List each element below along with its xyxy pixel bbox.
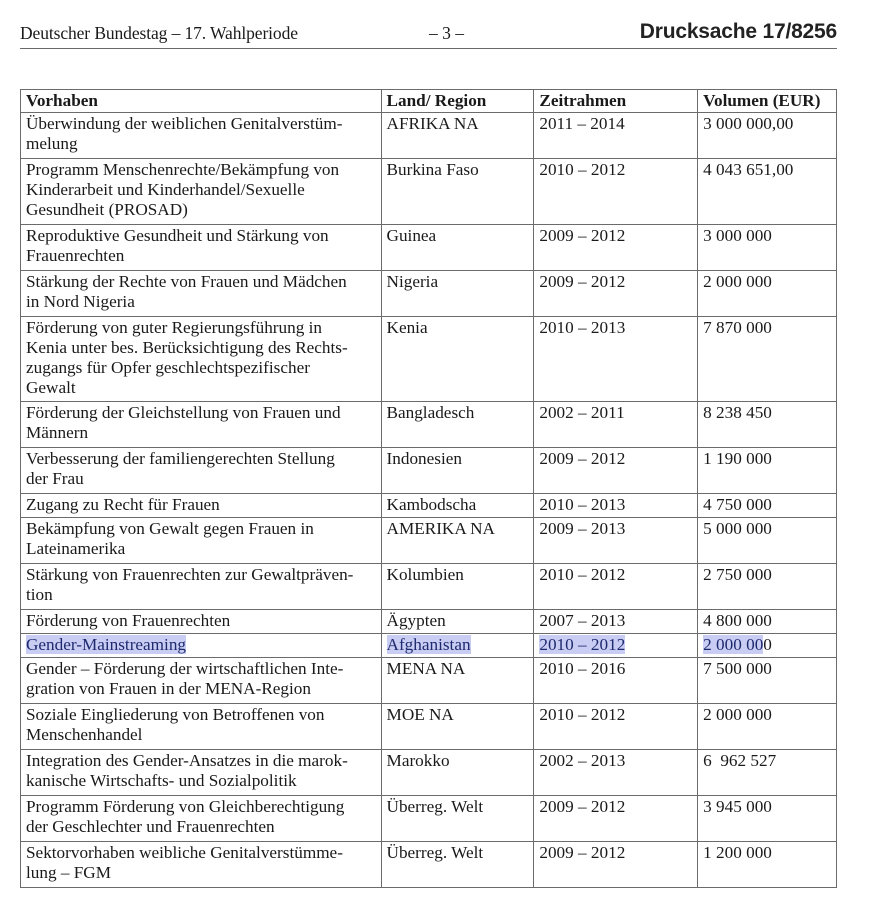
table-row [21, 564, 837, 610]
cell-volumen[interactable]: 4 043 651,00 [698, 159, 837, 225]
cell-volumen[interactable]: 5 000 000 [698, 518, 837, 564]
document-number [640, 20, 837, 44]
cell-vorhaben[interactable]: Zugang zu Recht für Frauen [21, 494, 382, 518]
cell-region[interactable]: Nigeria [381, 271, 534, 317]
selected-text: Gender-Mainstreaming [26, 635, 187, 654]
cell-vorhaben[interactable]: Überwindung der weiblichen Genitalverstüm- melung [21, 113, 382, 159]
cell-volumen[interactable]: 2 750 000 [698, 564, 837, 610]
table-row [21, 448, 837, 494]
cell-zeitrahmen[interactable]: 2009 – 2012 [534, 842, 698, 888]
cell-volumen[interactable]: 7 500 000 [698, 658, 837, 704]
cell-region[interactable]: Marokko [381, 750, 534, 796]
cell-zeitrahmen[interactable]: 2002 – 2011 [534, 402, 698, 448]
cell-vorhaben[interactable]: Sektorvorhaben weibliche Genitalverstümme- lung – FGM [21, 842, 382, 888]
cell-region[interactable]: Guinea [381, 225, 534, 271]
cell-zeitrahmen[interactable]: 2007 – 2013 [534, 610, 698, 634]
cell-zeitrahmen[interactable]: 2009 – 2013 [534, 518, 698, 564]
cell-zeitrahmen[interactable]: 2010 – 2012 [534, 704, 698, 750]
cell-vorhaben[interactable]: Soziale Eingliederung von Betroffenen von Menschenhandel [21, 704, 382, 750]
column-header-zeitrahmen: Zeitrahmen [534, 90, 698, 113]
cell-zeitrahmen[interactable]: 2009 – 2012 [534, 448, 698, 494]
cell-vorhaben[interactable] [21, 634, 382, 658]
page-header [20, 22, 837, 49]
cell-vorhaben[interactable]: Integration des Gender-Ansatzes in die marok- kanische Wirtschafts- und Sozialpolitik [21, 750, 382, 796]
table-row [21, 750, 837, 796]
cell-region[interactable]: Bangladesch [381, 402, 534, 448]
cell-volumen[interactable]: 3 000 000,00 [698, 113, 837, 159]
cell-zeitrahmen[interactable]: 2010 – 2013 [534, 494, 698, 518]
cell-zeitrahmen[interactable]: 2010 – 2016 [534, 658, 698, 704]
table-row [21, 494, 837, 518]
table-row [21, 704, 837, 750]
cell-volumen[interactable]: 8 238 450 [698, 402, 837, 448]
page-number: – 3 – [429, 23, 464, 43]
cell-volumen[interactable]: 4 750 000 [698, 494, 837, 518]
cell-region[interactable]: Kolumbien [381, 564, 534, 610]
cell-vorhaben[interactable]: Stärkung der Rechte von Frauen und Mädchen in Nord Nigeria [21, 271, 382, 317]
cell-vorhaben[interactable]: Förderung von Frauenrechten [21, 610, 382, 634]
cell-volumen[interactable]: 4 800 000 [698, 610, 837, 634]
column-header-vorhaben: Vorhaben [21, 90, 382, 113]
table-row [21, 225, 837, 271]
table-row [21, 518, 837, 564]
cell-zeitrahmen[interactable]: 2010 – 2012 [534, 564, 698, 610]
parliament-period-label: Deutscher Bundestag – 17. Wahlperiode [20, 23, 298, 43]
cell-zeitrahmen[interactable]: 2009 – 2012 [534, 271, 698, 317]
table-row [21, 271, 837, 317]
cell-vorhaben[interactable]: Reproduktive Gesundheit und Stärkung von Frauenrechten [21, 225, 382, 271]
cell-region[interactable] [381, 634, 534, 658]
cell-volumen[interactable]: 7 870 000 [698, 317, 837, 402]
table-row [21, 317, 837, 402]
cell-volumen[interactable] [698, 634, 837, 658]
table-row [21, 402, 837, 448]
cell-region[interactable]: AMERIKA NA [381, 518, 534, 564]
cell-vorhaben[interactable]: Gender – Förderung der wirtschaftlichen Inte- gration von Frauen in der MENA-Region [21, 658, 382, 704]
cell-vorhaben[interactable]: Stärkung von Frauenrechten zur Gewaltpräven- tion [21, 564, 382, 610]
selected-text: 2010 – 2012 [539, 635, 626, 654]
cell-vorhaben[interactable]: Verbesserung der familiengerechten Stellung der Frau [21, 448, 382, 494]
cell-volumen[interactable]: 6 962 527 [698, 750, 837, 796]
document-number-value: 8256 [791, 20, 837, 43]
cell-zeitrahmen[interactable]: 2009 – 2012 [534, 796, 698, 842]
cell-zeitrahmen[interactable]: 2009 – 2012 [534, 225, 698, 271]
table-row [21, 658, 837, 704]
cell-volumen[interactable]: 1 190 000 [698, 448, 837, 494]
cell-region[interactable]: Kenia [381, 317, 534, 402]
cell-vorhaben[interactable]: Förderung der Gleichstellung von Frauen und Männern [21, 402, 382, 448]
cell-zeitrahmen[interactable]: 2010 – 2012 [534, 159, 698, 225]
cell-zeitrahmen[interactable]: 2011 – 2014 [534, 113, 698, 159]
cell-volumen[interactable]: 3 000 000 [698, 225, 837, 271]
cell-volumen[interactable]: 3 945 000 [698, 796, 837, 842]
cell-vorhaben[interactable]: Programm Menschenrechte/Bekämpfung von Kinderarbeit und Kinderhandel/Sexuelle Gesundheit (PROSAD) [21, 159, 382, 225]
cell-region[interactable]: Kambodscha [381, 494, 534, 518]
cell-zeitrahmen[interactable]: 2010 – 2013 [534, 317, 698, 402]
cell-zeitrahmen[interactable]: 2002 – 2013 [534, 750, 698, 796]
unselected-text: 0 [763, 635, 772, 654]
cell-region[interactable]: AFRIKA NA [381, 113, 534, 159]
column-header-volumen: Volumen (EUR) [698, 90, 837, 113]
cell-region[interactable]: Überreg. Welt [381, 842, 534, 888]
table-row-selected [21, 634, 837, 658]
table-row [21, 796, 837, 842]
cell-region[interactable]: Indonesien [381, 448, 534, 494]
cell-region[interactable]: MOE NA [381, 704, 534, 750]
table-row [21, 159, 837, 225]
selected-text: 2 000 00 [703, 635, 764, 654]
column-header-region: Land/ Region [381, 90, 534, 113]
cell-vorhaben[interactable]: Programm Förderung von Gleichberechtigung der Geschlechter und Frauenrechten [21, 796, 382, 842]
cell-region[interactable]: Überreg. Welt [381, 796, 534, 842]
cell-region[interactable]: MENA NA [381, 658, 534, 704]
table-row [21, 842, 837, 888]
selected-text: Afghanistan [386, 635, 471, 654]
cell-region[interactable]: Burkina Faso [381, 159, 534, 225]
cell-volumen[interactable]: 1 200 000 [698, 842, 837, 888]
table-row [21, 113, 837, 159]
cell-volumen[interactable]: 2 000 000 [698, 271, 837, 317]
cell-region[interactable]: Ägypten [381, 610, 534, 634]
table-row [21, 610, 837, 634]
cell-vorhaben[interactable]: Bekämpfung von Gewalt gegen Frauen in Lateinamerika [21, 518, 382, 564]
table-header-row [21, 90, 837, 113]
cell-zeitrahmen[interactable] [534, 634, 698, 658]
projects-table [20, 89, 837, 888]
document-number-prefix: Drucksache 17/ [639, 20, 792, 43]
cell-volumen[interactable]: 2 000 000 [698, 704, 837, 750]
cell-vorhaben[interactable]: Förderung von guter Regierungsführung in Kenia unter bes. Berücksichtigung des Rechts- zugangs für Opfer geschlechtspezifischer Gewalt [21, 317, 382, 402]
